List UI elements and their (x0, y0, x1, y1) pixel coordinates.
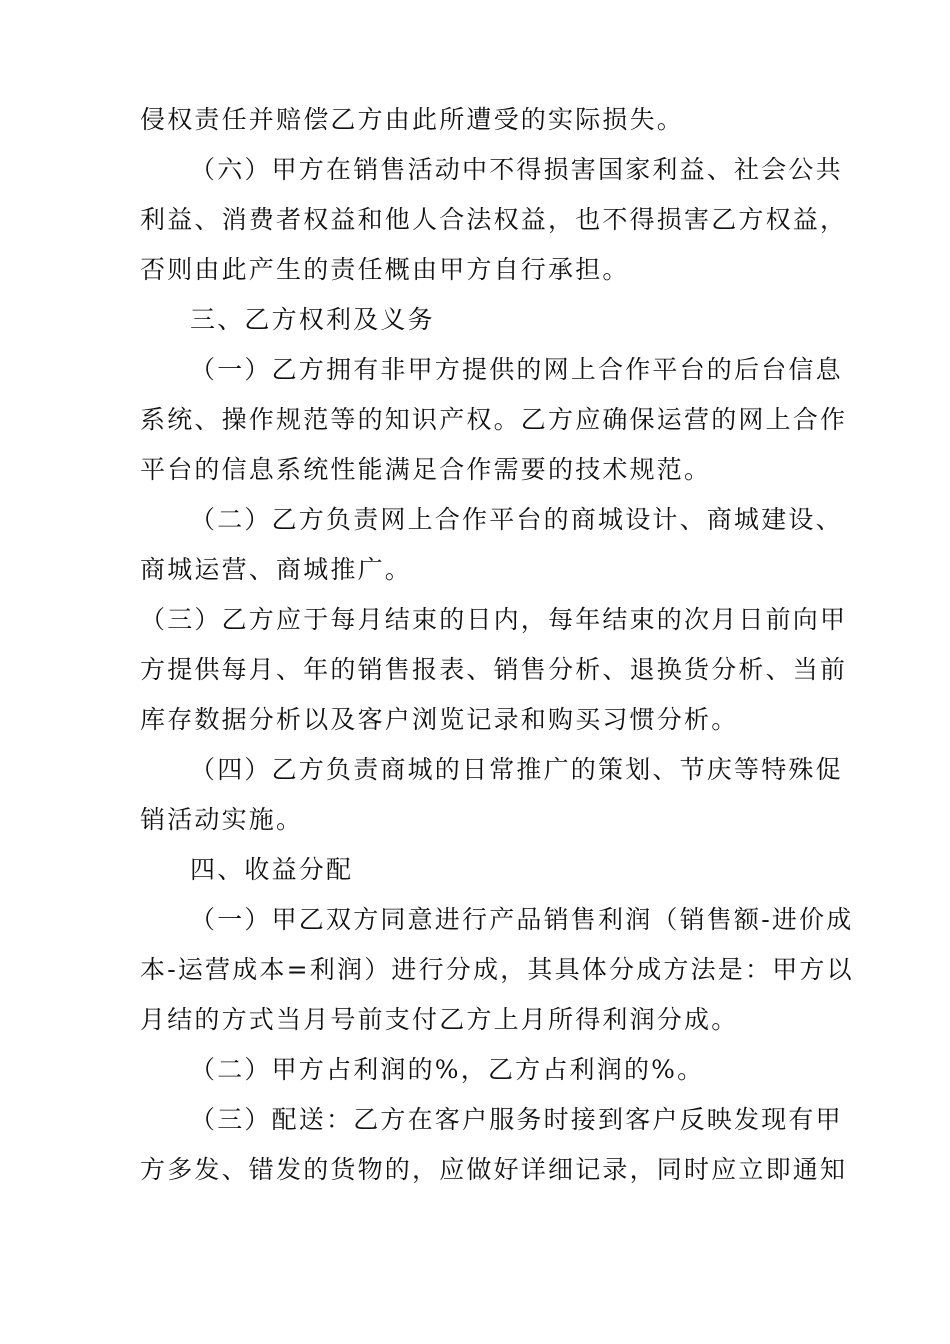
section-heading-4: 四、收益分配 (190, 855, 354, 884)
paragraph-line-17: （一）甲乙双方同意进行产品销售利润（销售额-进价成 (190, 905, 854, 934)
paragraph-line-12: 方提供每月、年的销售报表、销售分析、退换货分析、当前 (140, 655, 848, 684)
paragraph-line-21: （三）配送：乙方在客户服务时接到客户反映发现有甲 (190, 1105, 843, 1134)
paragraph-line-10: 商城运营、商城推广。 (140, 555, 413, 584)
paragraph-line-4: 否则由此产生的责任概由甲方自行承担。 (140, 255, 630, 284)
paragraph-line-8: 平台的信息系统性能满足合作需要的技术规范。 (140, 455, 712, 484)
paragraph-line-19: 月结的方式当月号前支付乙方上月所得利润分成。 (140, 1005, 739, 1034)
paragraph-line-11: （三）乙方应于每月结束的日内，每年结束的次月日前向甲 (140, 605, 848, 634)
paragraph-line-20: （二）甲方占利润的%，乙方占利润的%。 (190, 1055, 705, 1084)
paragraph-line-3: 利益、消费者权益和他人合法权益，也不得损害乙方权益， (140, 205, 848, 234)
section-heading-3: 三、乙方权利及义务 (190, 305, 435, 334)
paragraph-line-9: （二）乙方负责网上合作平台的商城设计、商城建设、 (190, 505, 843, 534)
paragraph-line-6: （一）乙方拥有非甲方提供的网上合作平台的后台信息 (190, 355, 843, 384)
paragraph-line-15: 销活动实施。 (140, 805, 304, 834)
paragraph-line-13: 库存数据分析以及客户浏览记录和购买习惯分析。 (140, 705, 739, 734)
paragraph-line-7: 系统、操作规范等的知识产权。乙方应确保运营的网上合作 (140, 405, 848, 434)
paragraph-line-18: 本-运营成本=利润）进行分成，其具体分成方法是：甲方以 (140, 955, 854, 984)
paragraph-line-22: 方多发、错发的货物的，应做好详细记录，同时应立即通知 (140, 1155, 848, 1184)
paragraph-line-14: （四）乙方负责商城的日常推广的策划、节庆等特殊促 (190, 755, 843, 784)
paragraph-line-2: （六）甲方在销售活动中不得损害国家利益、社会公共 (190, 155, 843, 184)
paragraph-line-1: 侵权责任并赔偿乙方由此所遭受的实际损失。 (140, 105, 685, 134)
